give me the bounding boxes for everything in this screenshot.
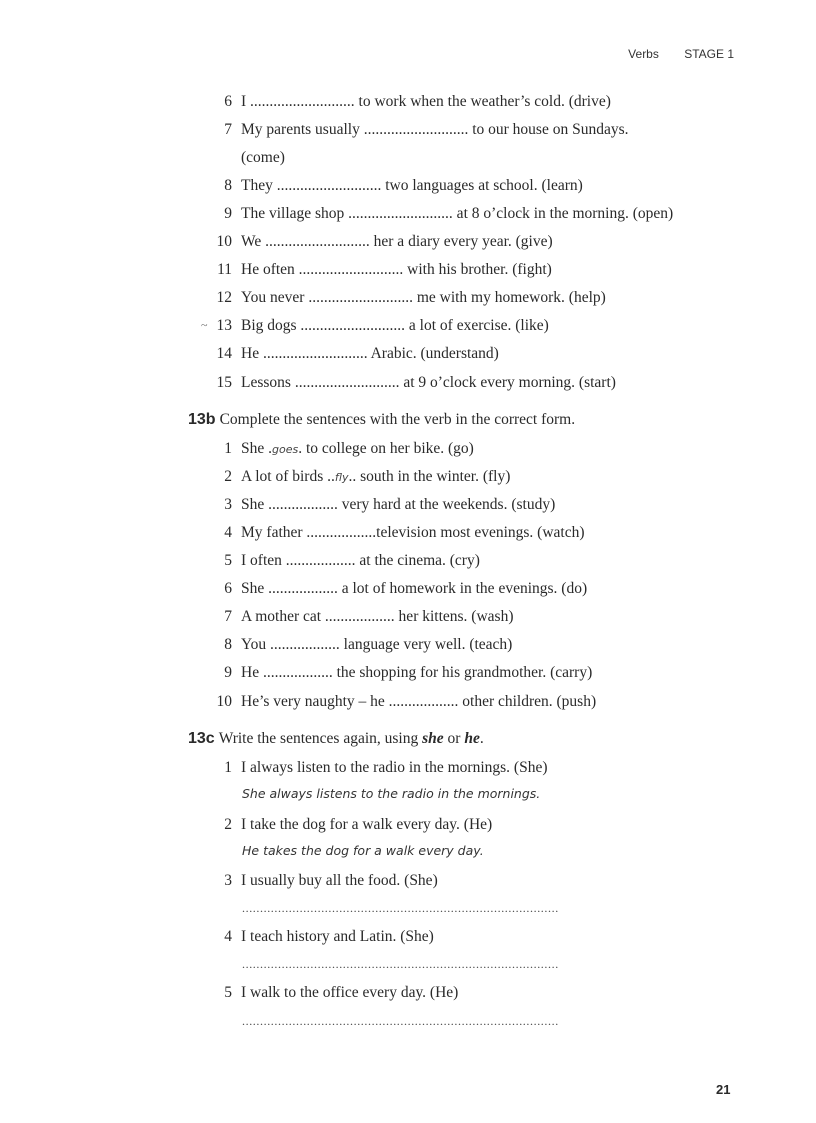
item-text: She .................. a lot of homework in the evenings. (do) [241, 580, 588, 597]
item-text: I always listen to the radio in the mornings. (She) [241, 759, 548, 776]
item-text: He’s very naughty – he .................. other children. (push) [241, 693, 597, 710]
section-instruction: Complete the sentences with the verb in the correct form. [219, 411, 576, 428]
handwritten-answer: fly [334, 471, 349, 484]
item-text: My father ..................television most evenings. (watch) [241, 524, 585, 541]
model-answer: He takes the dog for a walk every day. [242, 843, 484, 858]
item-text: I ........................... to work when the weather’s cold. (drive) [241, 93, 611, 110]
item-text: I take the dog for a walk every day. (He) [241, 816, 493, 833]
handwritten-answer: goes [272, 443, 299, 456]
section-13b-heading [188, 411, 575, 429]
page-number: 21 [716, 1082, 731, 1097]
item-text: She .................. very hard at the weekends. (study) [241, 496, 556, 513]
item-text: I usually buy all the food. (She) [241, 872, 438, 889]
section-label: 13c [188, 730, 215, 747]
section-label: 13b [188, 411, 216, 428]
item-text: He ........................... Arabic. (understand) [241, 345, 499, 362]
header-stage: STAGE 1 [684, 47, 734, 61]
item-text: I teach history and Latin. (She) [241, 928, 434, 945]
section-13c-heading: 13c Write the sentences again, using she or he. [188, 730, 484, 747]
item-text: We ........................... her a diary every year. (give) [241, 233, 553, 250]
item-text: A mother cat .................. her kittens. (wash) [241, 608, 514, 625]
running-header [606, 47, 734, 61]
item-text: My parents usually ........................... to our house on Sundays. [241, 121, 629, 138]
pencil-tick-mark: ~ [201, 318, 208, 332]
item-text: Big dogs ........................... a lot of exercise. (like) [241, 317, 549, 334]
item-text: Lessons ........................... at 9 o’clock every morning. (start) [241, 374, 616, 391]
item-text: I often .................. at the cinema. (cry) [241, 552, 480, 569]
item-text: He .................. the shopping for his grandmother. (carry) [241, 664, 593, 681]
item-text: He often ........................... with his brother. (fight) [241, 261, 552, 278]
answer-line[interactable]: ........................................................................................ [242, 1014, 559, 1028]
item-text: They ........................... two languages at school. (learn) [241, 177, 583, 194]
item-text: I walk to the office every day. (He) [241, 984, 459, 1001]
header-section: Verbs [628, 47, 659, 61]
answer-line[interactable]: ........................................................................................ [242, 901, 559, 915]
item-text: (come) [241, 149, 285, 166]
item-text: You never ........................... me with my homework. (help) [241, 289, 606, 306]
answer-line[interactable]: ........................................................................................ [242, 957, 559, 971]
item-text: You .................. language very well. (teach) [241, 636, 513, 653]
model-answer: She always listens to the radio in the mornings. [242, 786, 541, 801]
item-text: The village shop ........................... at 8 o’clock in the morning. (open) [241, 205, 674, 222]
